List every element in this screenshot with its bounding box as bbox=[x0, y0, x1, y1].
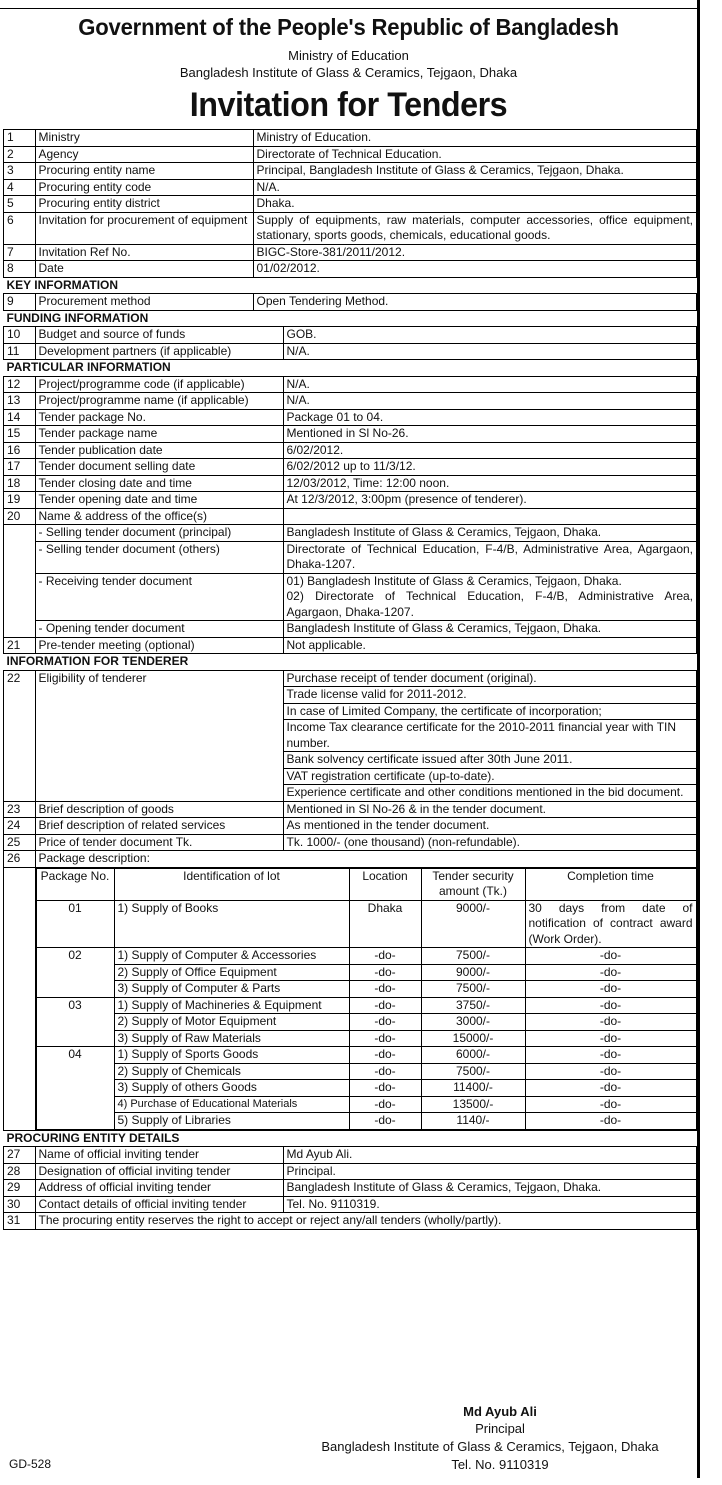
eligibility-item: In case of Limited Company, the certificate of incorporation; bbox=[283, 703, 697, 720]
package-row bbox=[36, 948, 696, 965]
row-label: Name & address of the office(s) bbox=[35, 508, 283, 525]
lot-name: 1) Supply of Books bbox=[114, 900, 349, 948]
row-value: 12/03/2012, Time: 12:00 noon. bbox=[283, 475, 697, 492]
section-key-information: KEY INFORMATION bbox=[4, 277, 697, 294]
table-row bbox=[4, 525, 697, 542]
package-row bbox=[36, 1047, 696, 1064]
row-number: 20 bbox=[4, 508, 36, 525]
row-value: Ministry of Education. bbox=[253, 130, 697, 147]
row-label: - Opening tender document bbox=[35, 621, 283, 638]
row-number: 21 bbox=[4, 637, 36, 654]
lot-security: 11400/- bbox=[421, 1080, 525, 1097]
row-number: 18 bbox=[4, 475, 36, 492]
row-label: Tender publication date bbox=[35, 442, 283, 459]
eligibility-item: Experience certificate and other conditions mentioned in the bid document. bbox=[283, 785, 697, 802]
row-value: Package 01 to 04. bbox=[283, 409, 697, 426]
table-row bbox=[4, 146, 697, 163]
lot-completion: -do- bbox=[525, 1030, 696, 1047]
table-row bbox=[4, 244, 697, 261]
row-number: 23 bbox=[4, 801, 36, 818]
table-row bbox=[4, 459, 697, 476]
row-label: Tender opening date and time bbox=[35, 492, 283, 509]
row-number: 8 bbox=[4, 261, 36, 278]
lot-name: 1) Supply of Sports Goods bbox=[114, 1047, 349, 1064]
row-value: As mentioned in the tender document. bbox=[283, 818, 697, 835]
lot-security: 3750/- bbox=[421, 997, 525, 1014]
package-row bbox=[36, 1063, 696, 1080]
row-number: 1 bbox=[4, 130, 36, 147]
lot-name: 5) Supply of Libraries bbox=[114, 1113, 349, 1130]
table-row bbox=[4, 393, 697, 410]
row-number: 30 bbox=[4, 1196, 36, 1213]
package-no: 03 bbox=[36, 997, 114, 1047]
eligibility-item: Purchase receipt of tender document (original). bbox=[283, 670, 697, 687]
row-value bbox=[283, 508, 697, 525]
row-label: Date bbox=[35, 261, 253, 278]
signatory-designation: Principal bbox=[475, 1421, 525, 1436]
lot-security: 7500/- bbox=[421, 981, 525, 998]
table-row bbox=[4, 196, 697, 213]
lot-completion: -do- bbox=[525, 1047, 696, 1064]
row-label: - Receiving tender document bbox=[35, 573, 283, 621]
row-value: BIGC-Store-381/2011/2012. bbox=[253, 244, 697, 261]
row-value: Bangladesh Institute of Glass & Ceramics, Tejgaon, Dhaka. bbox=[283, 621, 697, 638]
tender-table bbox=[3, 129, 697, 1230]
eligibility-item: VAT registration certificate (up-to-date). bbox=[283, 768, 697, 785]
table-row bbox=[4, 621, 697, 638]
row-number: 29 bbox=[4, 1180, 36, 1197]
lot-security: 3000/- bbox=[421, 1014, 525, 1031]
row-number: 28 bbox=[4, 1163, 36, 1180]
lot-security: 15000/- bbox=[421, 1030, 525, 1047]
lot-location: -do- bbox=[349, 1047, 421, 1064]
header-security: Tender security amount (Tk.) bbox=[421, 868, 525, 900]
table-row bbox=[4, 343, 697, 360]
package-row bbox=[36, 900, 696, 948]
row-number: 9 bbox=[4, 294, 36, 311]
row-label: - Selling tender document (principal) bbox=[35, 525, 283, 542]
table-row bbox=[4, 851, 697, 868]
table-row bbox=[4, 212, 697, 244]
lot-location: -do- bbox=[349, 1014, 421, 1031]
lot-name: 3) Supply of Computer & Parts bbox=[114, 981, 349, 998]
lot-name: 3) Supply of others Goods bbox=[114, 1080, 349, 1097]
lot-location: -do- bbox=[349, 948, 421, 965]
table-row bbox=[4, 475, 697, 492]
package-row bbox=[36, 1014, 696, 1031]
table-row bbox=[4, 573, 697, 621]
row-value: At 12/3/2012, 3:00pm (presence of tenderer). bbox=[283, 492, 697, 509]
table-row bbox=[4, 801, 697, 818]
page-title: Invitation for Tenders bbox=[189, 86, 508, 124]
eligibility-item: Bank solvency certificate issued after 30th June 2011. bbox=[283, 752, 697, 769]
lot-security: 9000/- bbox=[421, 964, 525, 981]
row-label: Tender package name bbox=[35, 426, 283, 443]
lot-location: Dhaka bbox=[349, 900, 421, 948]
row-label: - Selling tender document (others) bbox=[35, 541, 283, 573]
lot-security: 9000/- bbox=[421, 900, 525, 948]
row-number: 16 bbox=[4, 442, 36, 459]
row-number: 2 bbox=[4, 146, 36, 163]
row-number: 26 bbox=[4, 851, 36, 868]
lot-name: 1) Supply of Machineries & Equipment bbox=[114, 997, 349, 1014]
row-number: 31 bbox=[4, 1213, 36, 1230]
lot-completion: -do- bbox=[525, 964, 696, 981]
row-value: N/A. bbox=[283, 393, 697, 410]
row-label: Contact details of official inviting tender bbox=[35, 1196, 283, 1213]
row-value: 6/02/2012 up to 11/3/12. bbox=[283, 459, 697, 476]
lot-completion: -do- bbox=[525, 1096, 696, 1113]
row-number: 14 bbox=[4, 409, 36, 426]
lot-completion: -do- bbox=[525, 981, 696, 998]
row-value: The procuring entity reserves the right to accept or reject any/all tenders (wholly/partly). bbox=[35, 1213, 697, 1230]
table-row bbox=[4, 179, 697, 196]
row-number: 10 bbox=[4, 327, 36, 344]
row-number: 24 bbox=[4, 818, 36, 835]
lot-location: -do- bbox=[349, 981, 421, 998]
table-row bbox=[4, 1163, 697, 1180]
row-value: N/A. bbox=[283, 343, 697, 360]
receiving-address-1: 01) Bangladesh Institute of Glass & Ceramics, Tejgaon, Dhaka. bbox=[286, 573, 622, 588]
ministry-line: Ministry of Education bbox=[288, 48, 409, 63]
right-border-bar bbox=[697, 0, 700, 1478]
header-location: Location bbox=[349, 868, 421, 900]
lot-name: 4) Purchase of Educational Materials bbox=[114, 1096, 349, 1113]
package-no: 04 bbox=[36, 1047, 114, 1130]
row-value: Open Tendering Method. bbox=[253, 294, 697, 311]
table-row bbox=[4, 637, 697, 654]
package-header-row bbox=[36, 868, 696, 900]
signatory-name: Md Ayub Ali bbox=[463, 1404, 537, 1419]
row-number: 4 bbox=[4, 179, 36, 196]
row-label: Tender package No. bbox=[35, 409, 283, 426]
table-row bbox=[4, 376, 697, 393]
lot-security: 7500/- bbox=[421, 1063, 525, 1080]
package-no: 01 bbox=[36, 900, 114, 948]
row-value: Mentioned in Sl No-26 & in the tender document. bbox=[283, 801, 697, 818]
lot-name: 3) Supply of Raw Materials bbox=[114, 1030, 349, 1047]
package-no: 02 bbox=[36, 948, 114, 998]
table-row bbox=[4, 1213, 697, 1230]
row-label: Pre-tender meeting (optional) bbox=[35, 637, 283, 654]
row-label: Tender document selling date bbox=[35, 459, 283, 476]
package-table-row bbox=[4, 867, 697, 1130]
row-value: Directorate of Technical Education, F-4/B, Administrative Area, Agargaon, Dhaka-1207. bbox=[283, 541, 697, 573]
lot-security: 6000/- bbox=[421, 1047, 525, 1064]
row-value: Tk. 1000/- (one thousand) (non-refundable). bbox=[283, 834, 697, 851]
row-value: Supply of equipments, raw materials, computer accessories, office equipment, stationary, sports goods, chemicals, educational goods. bbox=[253, 212, 697, 244]
table-row bbox=[4, 261, 697, 278]
package-table bbox=[36, 868, 697, 1130]
package-row bbox=[36, 997, 696, 1014]
row-number: 19 bbox=[4, 492, 36, 509]
row-label: Project/programme code (if applicable) bbox=[35, 376, 283, 393]
table-row bbox=[4, 409, 697, 426]
table-row bbox=[4, 541, 697, 573]
row-value: N/A. bbox=[283, 376, 697, 393]
row-value bbox=[283, 573, 697, 621]
row-value: Principal, Bangladesh Institute of Glass & Ceramics, Tejgaon, Dhaka. bbox=[253, 163, 697, 180]
package-row bbox=[36, 1080, 696, 1097]
header-completion: Completion time bbox=[525, 868, 696, 900]
lot-completion: -do- bbox=[525, 997, 696, 1014]
row-label: Designation of official inviting tender bbox=[35, 1163, 283, 1180]
row-value: Directorate of Technical Education. bbox=[253, 146, 697, 163]
row-value: N/A. bbox=[253, 179, 697, 196]
lot-location: -do- bbox=[349, 964, 421, 981]
row-number: 7 bbox=[4, 244, 36, 261]
lot-name: 2) Supply of Motor Equipment bbox=[114, 1014, 349, 1031]
row-number: 3 bbox=[4, 163, 36, 180]
row-number: 25 bbox=[4, 834, 36, 851]
table-row bbox=[4, 130, 697, 147]
institute-line: Bangladesh Institute of Glass & Ceramics, Tejgaon, Dhaka bbox=[179, 65, 518, 80]
row-label: Tender closing date and time bbox=[35, 475, 283, 492]
table-row bbox=[4, 1196, 697, 1213]
lot-name: 2) Supply of Chemicals bbox=[114, 1063, 349, 1080]
row-number: 13 bbox=[4, 393, 36, 410]
table-row bbox=[4, 508, 697, 525]
lot-security: 7500/- bbox=[421, 948, 525, 965]
section-information-for-tenderer: INFORMATION FOR TENDERER bbox=[4, 654, 697, 671]
lot-completion: -do- bbox=[525, 1113, 696, 1130]
table-row bbox=[4, 1180, 697, 1197]
table-row bbox=[4, 442, 697, 459]
row-label: Eligibility of tenderer bbox=[35, 670, 283, 801]
table-row bbox=[4, 834, 697, 851]
lot-completion: -do- bbox=[525, 1063, 696, 1080]
row-label: Project/programme name (if applicable) bbox=[35, 393, 283, 410]
row-value: Principal. bbox=[283, 1163, 697, 1180]
eligibility-item: Income Tax clearance certificate for the 2010-2011 financial year with TIN number. bbox=[283, 720, 697, 752]
row-value: GOB. bbox=[283, 327, 697, 344]
row-value: Not applicable. bbox=[283, 637, 697, 654]
row-number: 11 bbox=[4, 343, 36, 360]
row-label: Price of tender document Tk. bbox=[35, 834, 283, 851]
row-label: Invitation Ref No. bbox=[35, 244, 253, 261]
package-row bbox=[36, 981, 696, 998]
lot-security: 1140/- bbox=[421, 1113, 525, 1130]
receiving-address-2: 02) Directorate of Technical Education, F-4/B, Administrative Area, Agargaon, Dhaka-1207. bbox=[286, 589, 693, 619]
row-label: Procuring entity code bbox=[35, 179, 253, 196]
row-number: 27 bbox=[4, 1147, 36, 1164]
row-label: Development partners (if applicable) bbox=[35, 343, 283, 360]
row-value: 6/02/2012. bbox=[283, 442, 697, 459]
table-row bbox=[4, 1147, 697, 1164]
lot-name: 2) Supply of Office Equipment bbox=[114, 964, 349, 981]
lot-location: -do- bbox=[349, 997, 421, 1014]
row-value: 01/02/2012. bbox=[253, 261, 697, 278]
table-row bbox=[4, 163, 697, 180]
row-label: Procurement method bbox=[35, 294, 253, 311]
row-label: Ministry bbox=[35, 130, 253, 147]
row-number: 15 bbox=[4, 426, 36, 443]
row-label: Invitation for procurement of equipment bbox=[35, 212, 253, 244]
header-lot: Identification of lot bbox=[114, 868, 349, 900]
lot-location: -do- bbox=[349, 1080, 421, 1097]
row-value: Bangladesh Institute of Glass & Ceramics, Tejgaon, Dhaka. bbox=[283, 1180, 697, 1197]
row-value: Mentioned in Sl No-26. bbox=[283, 426, 697, 443]
eligibility-item: Trade license valid for 2011-2012. bbox=[283, 687, 697, 704]
row-label: Brief description of related services bbox=[35, 818, 283, 835]
package-row bbox=[36, 1113, 696, 1130]
package-row bbox=[36, 1030, 696, 1047]
lot-completion: 30 days from date of notification of contract award (Work Order). bbox=[525, 900, 696, 948]
lot-location: -do- bbox=[349, 1096, 421, 1113]
package-row bbox=[36, 1096, 696, 1113]
row-number: 5 bbox=[4, 196, 36, 213]
row-label: Address of official inviting tender bbox=[35, 1180, 283, 1197]
row-label: Brief description of goods bbox=[35, 801, 283, 818]
section-funding-information: FUNDING INFORMATION bbox=[4, 310, 697, 327]
government-heading: Government of the People's Republic of Bangladesh bbox=[78, 14, 619, 40]
row-number: 12 bbox=[4, 376, 36, 393]
table-row bbox=[4, 294, 697, 311]
section-particular-information: PARTICULAR INFORMATION bbox=[4, 360, 697, 377]
table-row bbox=[4, 426, 697, 443]
row-number: 17 bbox=[4, 459, 36, 476]
lot-completion: -do- bbox=[525, 948, 696, 965]
row-value: Tel. No. 9110319. bbox=[283, 1196, 697, 1213]
header-package-no: Package No. bbox=[36, 868, 114, 900]
lot-location: -do- bbox=[349, 1030, 421, 1047]
section-procuring-entity-details: PROCURING ENTITY DETAILS bbox=[4, 1130, 697, 1147]
row-label: Package description: bbox=[35, 851, 697, 868]
lot-location: -do- bbox=[349, 1063, 421, 1080]
table-row bbox=[4, 492, 697, 509]
row-label: Procuring entity district bbox=[35, 196, 253, 213]
signatory-institute: Bangladesh Institute of Glass & Ceramics, Tejgaon, Dhaka bbox=[321, 1439, 659, 1454]
table-row bbox=[4, 327, 697, 344]
row-label: Budget and source of funds bbox=[35, 327, 283, 344]
package-row bbox=[36, 964, 696, 981]
row-number: 6 bbox=[4, 212, 36, 244]
footer-code: GD-528 bbox=[9, 1457, 52, 1471]
top-border-line bbox=[0, 8, 697, 9]
table-row bbox=[4, 670, 697, 687]
row-label: Agency bbox=[35, 146, 253, 163]
row-label: Procuring entity name bbox=[35, 163, 253, 180]
row-number: 22 bbox=[4, 670, 36, 801]
lot-completion: -do- bbox=[525, 1080, 696, 1097]
signatory-tel: Tel. No. 9110319 bbox=[451, 1457, 549, 1472]
lot-location: -do- bbox=[349, 1113, 421, 1130]
row-value: Md Ayub Ali. bbox=[283, 1147, 697, 1164]
row-value: Bangladesh Institute of Glass & Ceramics, Tejgaon, Dhaka. bbox=[283, 525, 697, 542]
row-label: Name of official inviting tender bbox=[35, 1147, 283, 1164]
lot-security: 13500/- bbox=[421, 1096, 525, 1113]
table-row bbox=[4, 818, 697, 835]
lot-name: 1) Supply of Computer & Accessories bbox=[114, 948, 349, 965]
lot-completion: -do- bbox=[525, 1014, 696, 1031]
row-value: Dhaka. bbox=[253, 196, 697, 213]
